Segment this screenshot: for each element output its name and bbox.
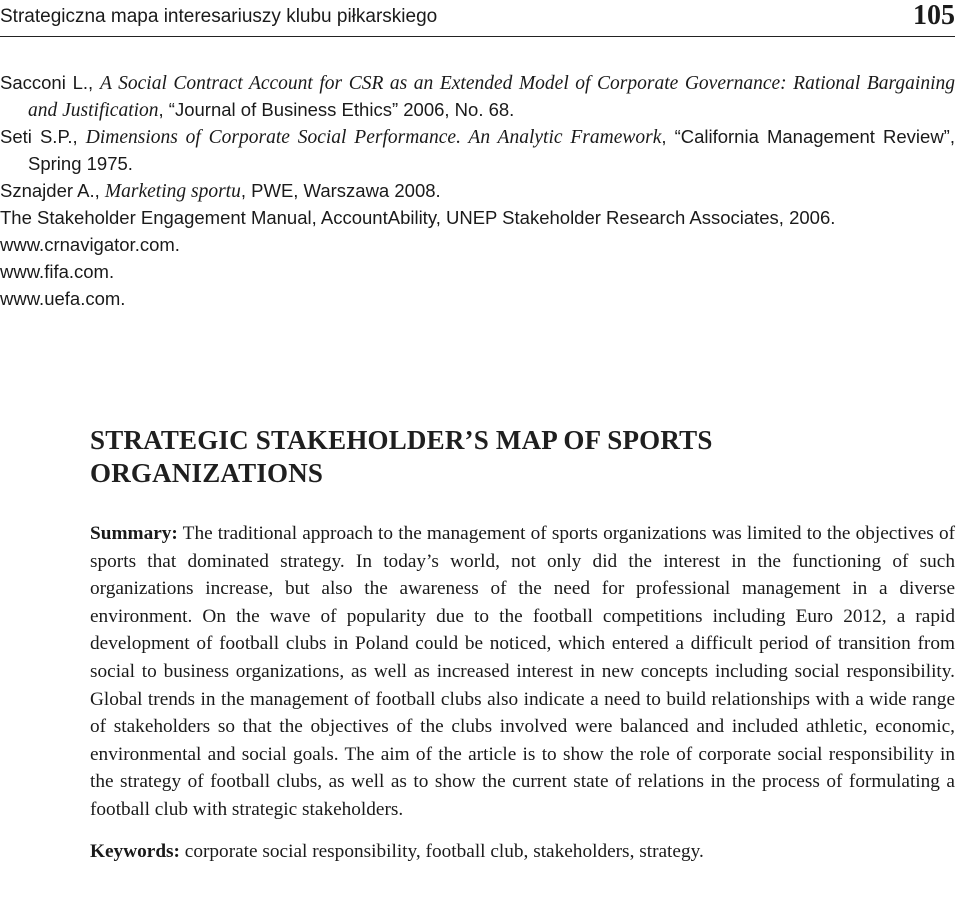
reference-item xyxy=(0,232,955,259)
reference-author: Sznajder A., xyxy=(0,180,105,201)
references-list xyxy=(0,70,955,313)
summary-text: The traditional approach to the management of sports organizations was limited to the objectives of sports that dominated strategy. In today’s world, not only did the interest in the functioning of such organizations increase, but also the awareness of the need for professional management in a diverse environment. On the wave of popularity due to the football competitions including Euro 2012, a rapid development of football clubs in Poland could be noticed, which entered a difficult period of transition from social to business organizations, as well as increased interest in new concepts including social responsibility. Global trends in the management of football clubs also indicate a need to build relationships with a wide range of stakeholders so that the objectives of the clubs involved were balanced and included athletic, economic, environmental and social goals. The aim of the article is to show the role of corporate social responsibility in the strategy of football clubs, as well as to show the current state of relations in the process of formulating a football club with strategic stakeholders. xyxy=(90,523,955,820)
reference-title: Dimensions of Corporate Social Performance. An Analytic Framework xyxy=(85,127,662,148)
reference-item xyxy=(0,124,955,178)
reference-source: , “California Management Review”, Spring 1975. xyxy=(28,126,955,174)
abstract-title-line: STRATEGIC STAKEHOLDER’S MAP OF SPORTS xyxy=(90,425,713,455)
reference-author: Seti S.P., xyxy=(0,126,86,147)
abstract-title xyxy=(90,424,955,490)
reference-author: Sacconi L., xyxy=(0,72,101,93)
reference-text: The Stakeholder Engagement Manual, AccountAbility, UNEP Stakeholder Research Associates, 2006. xyxy=(0,207,836,228)
page-number: 105 xyxy=(913,0,955,31)
summary-paragraph xyxy=(90,520,955,824)
reference-item xyxy=(0,205,955,232)
english-abstract xyxy=(90,424,955,865)
reference-title: Marketing sportu xyxy=(104,181,241,202)
summary-label: Summary: xyxy=(90,523,178,544)
reference-title: A Social Contract Account for CSR as an Extended Model of Corporate Governance: Rational Bargaining and Justification xyxy=(28,73,955,121)
reference-item xyxy=(0,286,955,313)
running-header xyxy=(0,2,955,37)
reference-source: , “Journal of Business Ethics” 2006, No. 68. xyxy=(158,99,515,120)
reference-item xyxy=(0,178,955,205)
reference-item xyxy=(0,70,955,124)
keywords-label: Keywords: xyxy=(90,840,180,862)
running-header-title: Strategiczna mapa interesariuszy klubu piłkarskiego xyxy=(0,6,438,27)
reference-item xyxy=(0,259,955,286)
reference-source: , PWE, Warszawa 2008. xyxy=(240,180,441,201)
reference-url: www.crnavigator.com. xyxy=(0,234,180,255)
reference-url: www.uefa.com. xyxy=(0,288,126,309)
abstract-title-line: ORGANIZATIONS xyxy=(90,458,324,488)
reference-url: www.fifa.com. xyxy=(0,261,115,282)
keywords-text: corporate social responsibility, football club, stakeholders, strategy. xyxy=(179,840,704,862)
keywords-paragraph xyxy=(90,838,955,865)
